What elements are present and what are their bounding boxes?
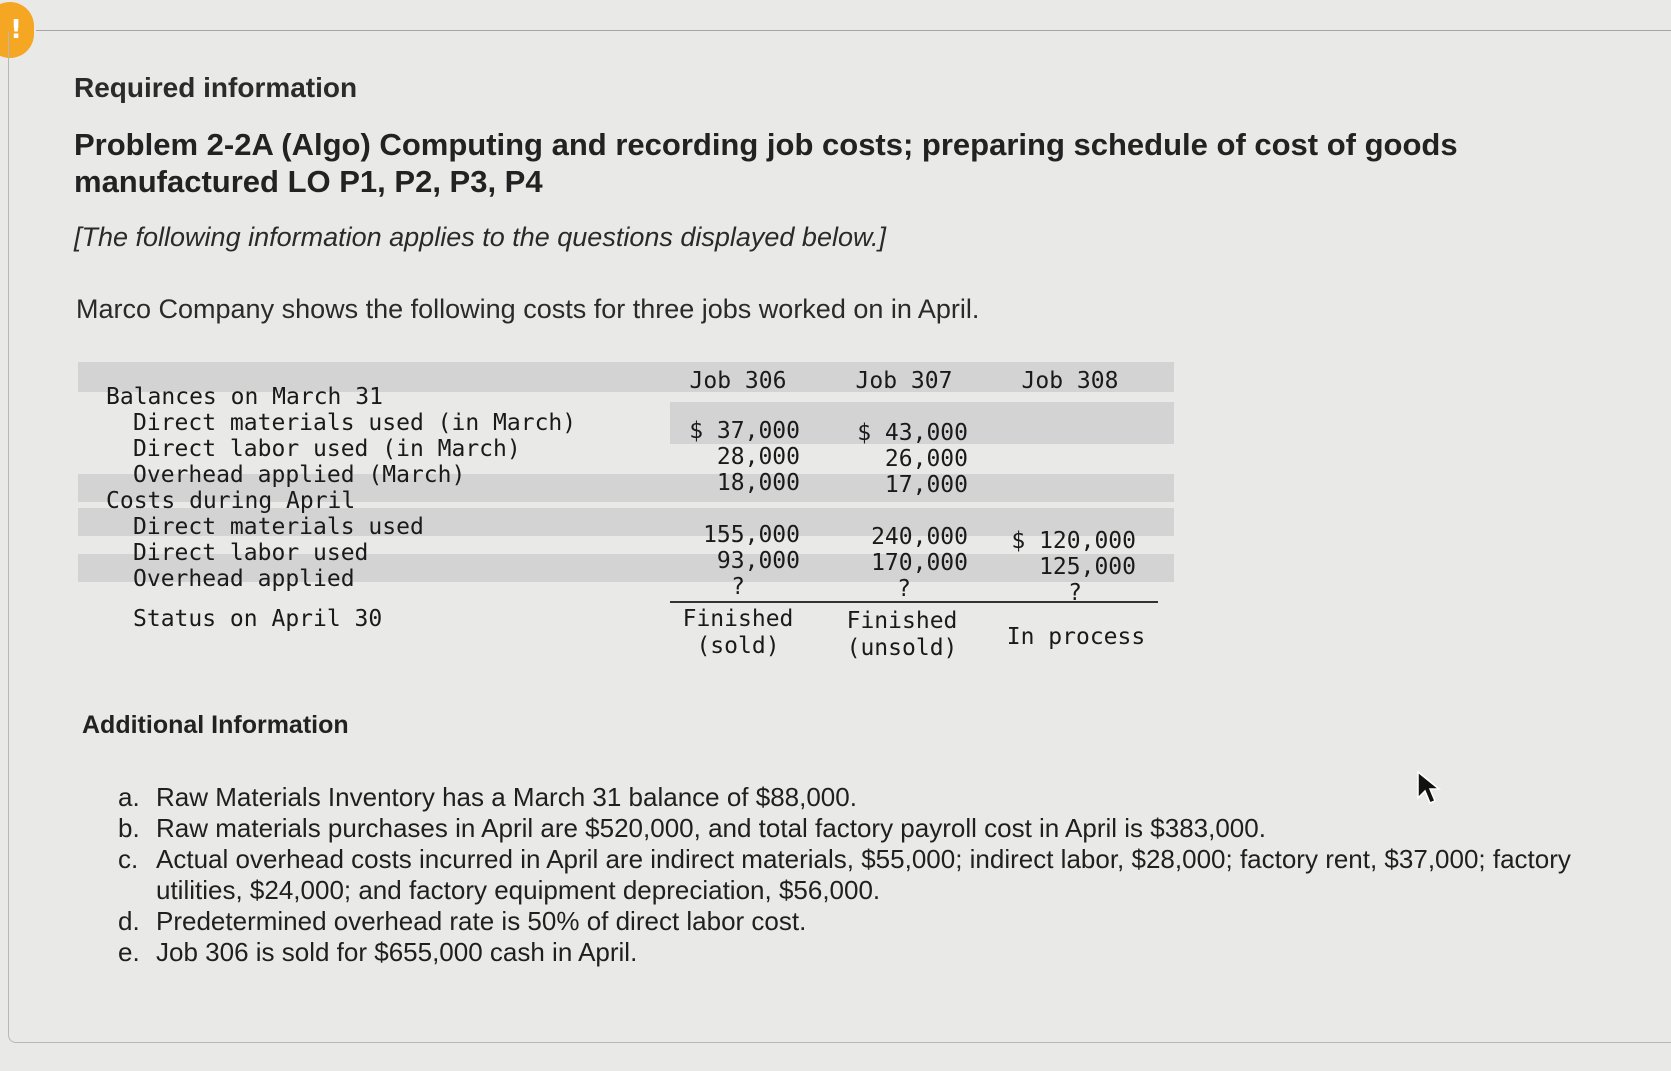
row-label: Direct materials used	[133, 514, 424, 540]
table-cell: 17,000	[884, 472, 968, 498]
list-item	[118, 937, 1658, 968]
section-label-balances: Balances on March 31	[106, 384, 383, 410]
required-information-heading: Required information	[74, 72, 358, 103]
problem-title: Problem 2-2A (Algo) Computing and recording job costs; preparing schedule of cost of goods manufactured LO P1, P2, P3, P4	[74, 127, 1458, 199]
status-label: Status on April 30	[133, 606, 383, 632]
alert-icon: !	[0, 2, 34, 58]
instructions-note: [The following information applies to the questions displayed below.]	[74, 222, 886, 252]
job-cost-table	[78, 362, 1174, 682]
list-item-text: Raw materials purchases in April are $520,000, and total factory payroll cost in April is $383,000.	[156, 813, 1266, 843]
table-cell: 240,000	[871, 524, 968, 550]
row-label: Direct labor used	[133, 540, 369, 566]
top-divider	[36, 30, 1671, 31]
table-cell: ?	[1068, 580, 1082, 606]
table-cell: 155,000	[703, 522, 800, 548]
table-cell: 170,000	[871, 550, 968, 576]
table-cell: ?	[897, 576, 911, 602]
list-item-text: Predetermined overhead rate is 50% of direct labor cost.	[156, 906, 807, 936]
column-header-job-308: Job 308	[1021, 368, 1119, 394]
row-label: Overhead applied	[133, 566, 355, 592]
list-item	[118, 906, 1658, 937]
status-cell: (unsold)	[846, 635, 958, 661]
table-cell: ?	[731, 574, 745, 600]
table-cell: $ 43,000	[857, 420, 968, 446]
intro-text: Marco Company shows the following costs for three jobs worked on in April.	[76, 294, 980, 324]
section-label-costs-april: Costs during April	[106, 488, 356, 514]
status-cell: Finished	[846, 608, 958, 634]
list-marker: a.	[118, 782, 140, 812]
row-label: Direct labor used (in March)	[133, 436, 521, 462]
table-cell: 93,000	[716, 548, 800, 574]
status-cell: Finished	[682, 606, 794, 632]
table-cell: 18,000	[716, 470, 800, 496]
table-cell: $ 37,000	[689, 418, 800, 444]
list-marker: d.	[118, 906, 140, 936]
list-marker: e.	[118, 937, 140, 967]
list-marker: c.	[118, 844, 139, 874]
table-cell: 26,000	[884, 446, 968, 472]
list-item	[118, 844, 1658, 906]
additional-information-list	[118, 782, 1658, 968]
list-marker: b.	[118, 813, 140, 843]
row-label: Direct materials used (in March)	[133, 410, 577, 436]
total-rule	[670, 601, 1158, 603]
list-item-text: Actual overhead costs incurred in April are indirect materials, $55,000; indirect labor, $28,000; factory rent, $37,000; factory utilities, $24,000; and factory equipment depreciation, $56,000.	[156, 844, 1571, 905]
row-label: Overhead applied (March)	[133, 462, 466, 488]
list-item-text: Job 306 is sold for $655,000 cash in April.	[156, 937, 638, 967]
list-item	[118, 813, 1658, 844]
list-item-text: Raw Materials Inventory has a March 31 balance of $88,000.	[156, 782, 857, 812]
column-header-job-306: Job 306	[689, 368, 787, 394]
table-cell: 125,000	[1039, 554, 1136, 580]
table-cell: $ 120,000	[1011, 528, 1136, 554]
status-cell: In process	[1006, 624, 1146, 650]
mouse-cursor-icon	[1416, 770, 1442, 806]
table-cell: 28,000	[716, 444, 800, 470]
additional-information-heading: Additional Information	[82, 711, 349, 739]
status-cell: (sold)	[696, 633, 780, 659]
column-header-job-307: Job 307	[855, 368, 953, 394]
